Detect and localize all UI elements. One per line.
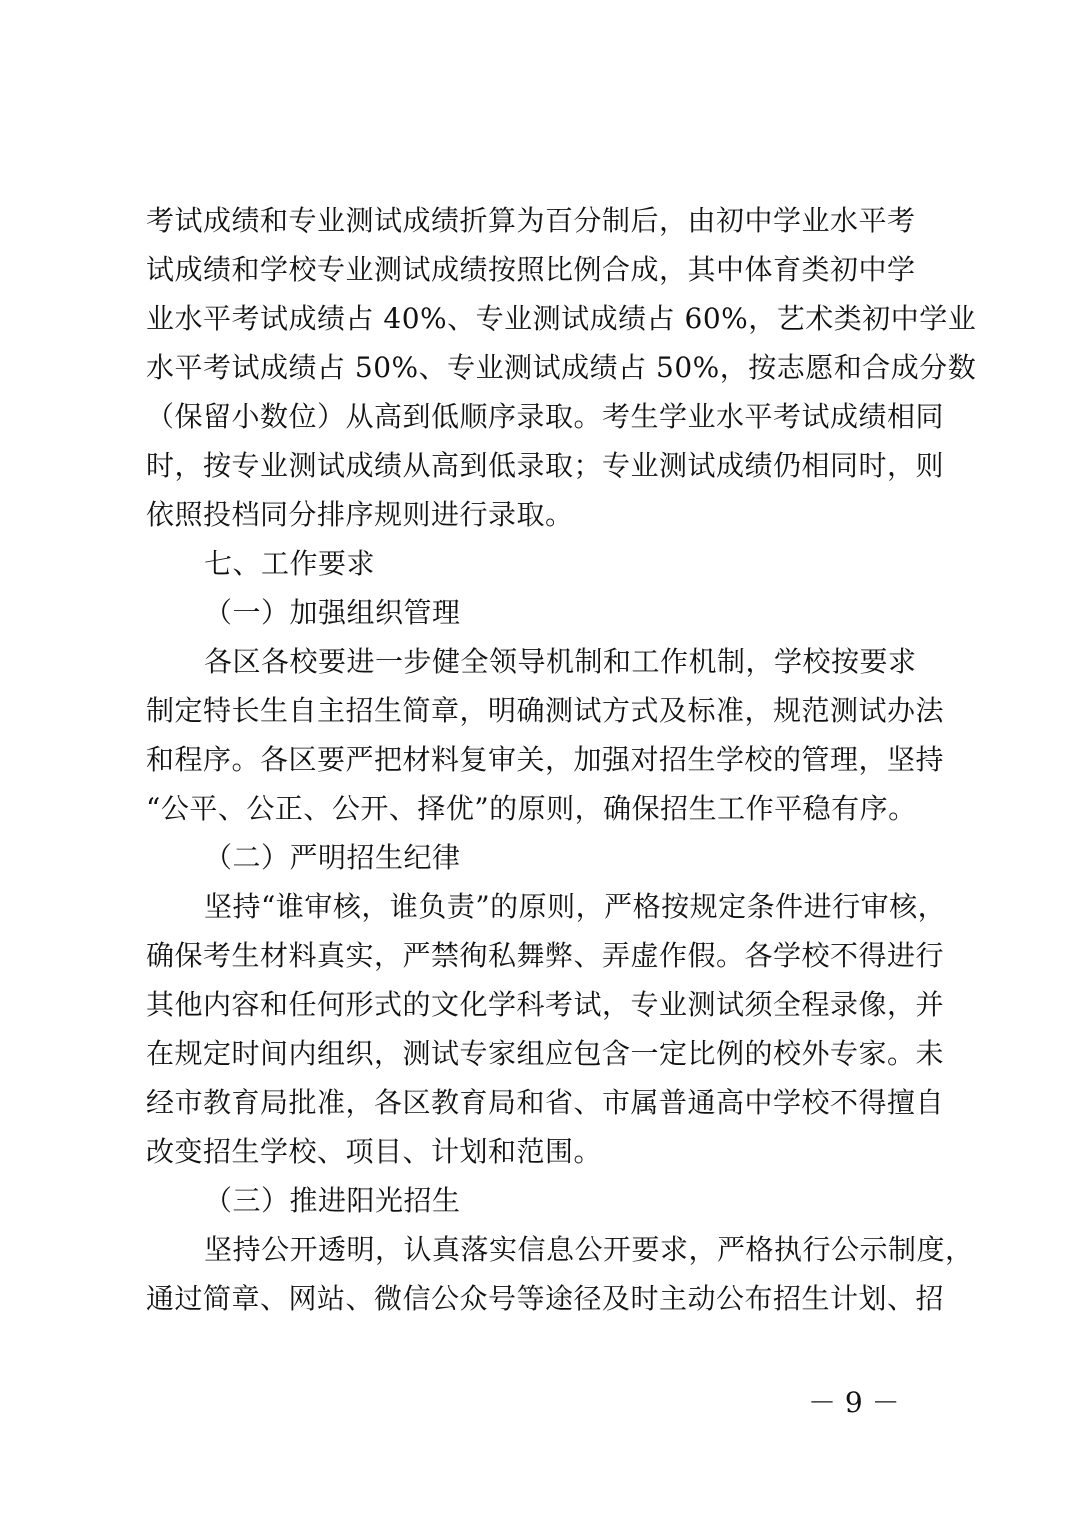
subsection-heading: （三）推进阳光招生 xyxy=(204,1184,461,1217)
subsection-heading: （一）加强组织管理 xyxy=(204,596,461,629)
page-number: － 9 － xyxy=(808,1386,900,1419)
text-line: 在规定时间内组织，测试专家组应包含一定比例的校外专家。未 xyxy=(146,1037,945,1070)
text-line: 其他内容和任何形式的文化学科考试，专业测试须全程录像，并 xyxy=(146,988,945,1021)
text-line: 制定特长生自主招生简章，明确测试方式及标准，规范测试办法 xyxy=(146,694,945,727)
subsection-heading: （二）严明招生纪律 xyxy=(204,841,461,874)
text-line: （保留小数位）从高到低顺序录取。考生学业水平考试成绩相同 xyxy=(146,400,945,433)
text-line: 业水平考试成绩占 40%、专业测试成绩占 60%，艺术类初中学业 xyxy=(146,302,977,335)
text-line: 各区各校要进一步健全领导机制和工作机制，学校按要求 xyxy=(204,645,917,678)
text-line: 通过简章、网站、微信公众号等途径及时主动公布招生计划、招 xyxy=(146,1282,945,1315)
section-heading: 七、工作要求 xyxy=(204,547,376,580)
text-line: 坚持公开透明，认真落实信息公开要求，严格执行公示制度， xyxy=(204,1233,974,1266)
text-line: 和程序。各区要严把材料复审关，加强对招生学校的管理，坚持 xyxy=(146,743,945,776)
text-line: 经市教育局批准，各区教育局和省、市属普通高中学校不得擅自 xyxy=(146,1086,945,1119)
text-line: 确保考生材料真实，严禁徇私舞弊、弄虚作假。各学校不得进行 xyxy=(146,939,945,972)
text-line: “公平、公正、公开、择优”的原则，确保招生工作平稳有序。 xyxy=(146,792,917,825)
text-line: 依照投档同分排序规则进行录取。 xyxy=(146,498,574,531)
text-line: 改变招生学校、项目、计划和范围。 xyxy=(146,1135,603,1168)
text-line: 试成绩和学校专业测试成绩按照比例合成，其中体育类初中学 xyxy=(146,253,916,286)
text-line: 坚持“谁审核，谁负责”的原则，严格按规定条件进行审核， xyxy=(204,890,947,923)
text-line: 水平考试成绩占 50%、专业测试成绩占 50%，按志愿和合成分数 xyxy=(146,351,977,384)
text-line: 时，按专业测试成绩从高到低录取；专业测试成绩仍相同时，则 xyxy=(146,449,945,482)
text-line: 考试成绩和专业测试成绩折算为百分制后，由初中学业水平考 xyxy=(146,204,916,237)
